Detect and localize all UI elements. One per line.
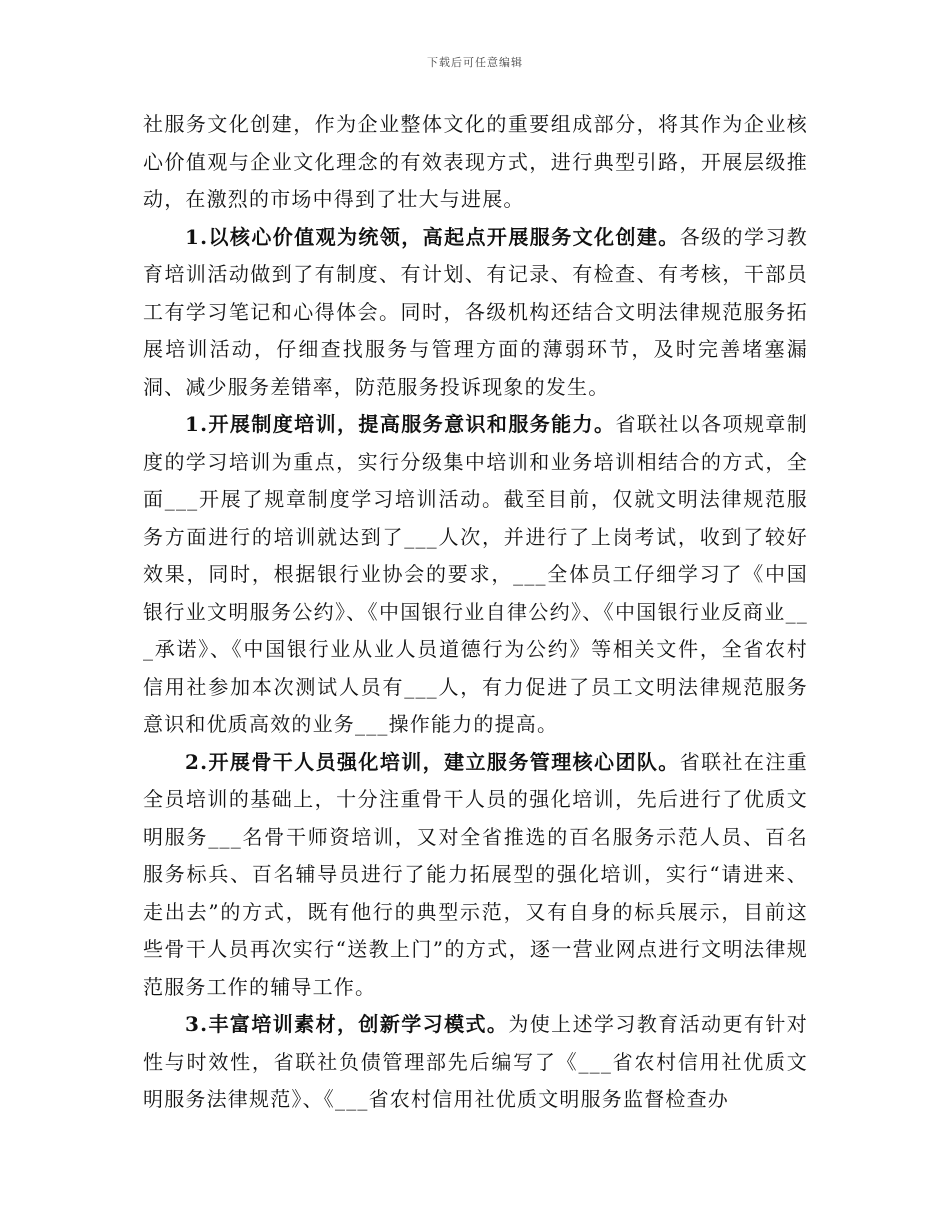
- paragraph-text: 各级的学习教育培训活动做到了有制度、有计划、有记录、有检查、有考核，干部员工有学习笔记和心得体会。同时，各级机构还结合文明法律规范服务拓展培训活动，仔细查找服务与管理方面的薄弱环节，及时完善堵塞漏洞、减少服务差错率，防范服务投诉现象的发生。: [143, 224, 808, 399]
- paragraph-heading: 1.以核心价值观为统领，高起点开展服务文化创建。: [185, 224, 680, 249]
- paragraph-backbone-training: [143, 744, 808, 1007]
- page-header-note: 下载后可任意编辑: [427, 56, 523, 69]
- paragraph-training-materials: [143, 1006, 808, 1119]
- paragraph-continuation: [143, 106, 808, 219]
- paragraph-core-values: [143, 219, 808, 407]
- paragraph-heading: 1.开展制度培训，提高服务意识和服务能力。: [185, 412, 616, 436]
- paragraph-text: 省联社以各项规章制度的学习培训为重点，实行分级集中培训和业务培训相结合的方式，全面___开展了规章制度学习培训活动。截至目前，仅就文明法律规范服务方面进行的培训就达到了___人次，并进行了上岗考试，收到了较好效果，同时，根据银行业协会的要求，___全体员工仔细学习了《中国银行业文明服务公约》、《中国银行业自律公约》、《中国银行业反商业___承诺》、《中国银行业从业人员道德行为公约》等相关文件，全省农村信用社参加本次测试人员有___人，有力促进了员工文明法律规范服务意识和优质高效的业务___操作能力的提高。: [143, 412, 808, 736]
- paragraph-text: 为使上述学习教育活动更有针对性与时效性，省联社负债管理部先后编写了《___省农村信用社优质文明服务法律规范》、《___省农村信用社优质文明服务监督检查办: [143, 1012, 808, 1111]
- paragraph-text: 社服务文化创建，作为企业整体文化的重要组成部分，将其作为企业核心价值观与企业文化理念的有效表现方式，进行典型引路，开展层级推动，在激烈的市场中得到了壮大与进展。: [143, 112, 808, 211]
- paragraph-heading: 2.开展骨干人员强化培训，建立服务管理核心团队。: [185, 749, 680, 774]
- paragraph-heading: 3.丰富培训素材，创新学习模式。: [185, 1012, 509, 1036]
- paragraph-text: 省联社在注重全员培训的基础上，十分注重骨干人员的强化培训，先后进行了优质文明服务___名骨干师资培训，又对全省推选的百名服务示范人员、百名服务标兵、百名辅导员进行了能力拓展型的强化培训，实行“请进来、走出去”的方式，既有他行的典型示范，又有自身的标兵展示，目前这些骨干人员再次实行“送教上门”的方式，逐一营业网点进行文明法律规范服务工作的辅导工作。: [143, 749, 808, 999]
- document-body: [143, 106, 808, 1119]
- paragraph-system-training: [143, 406, 808, 744]
